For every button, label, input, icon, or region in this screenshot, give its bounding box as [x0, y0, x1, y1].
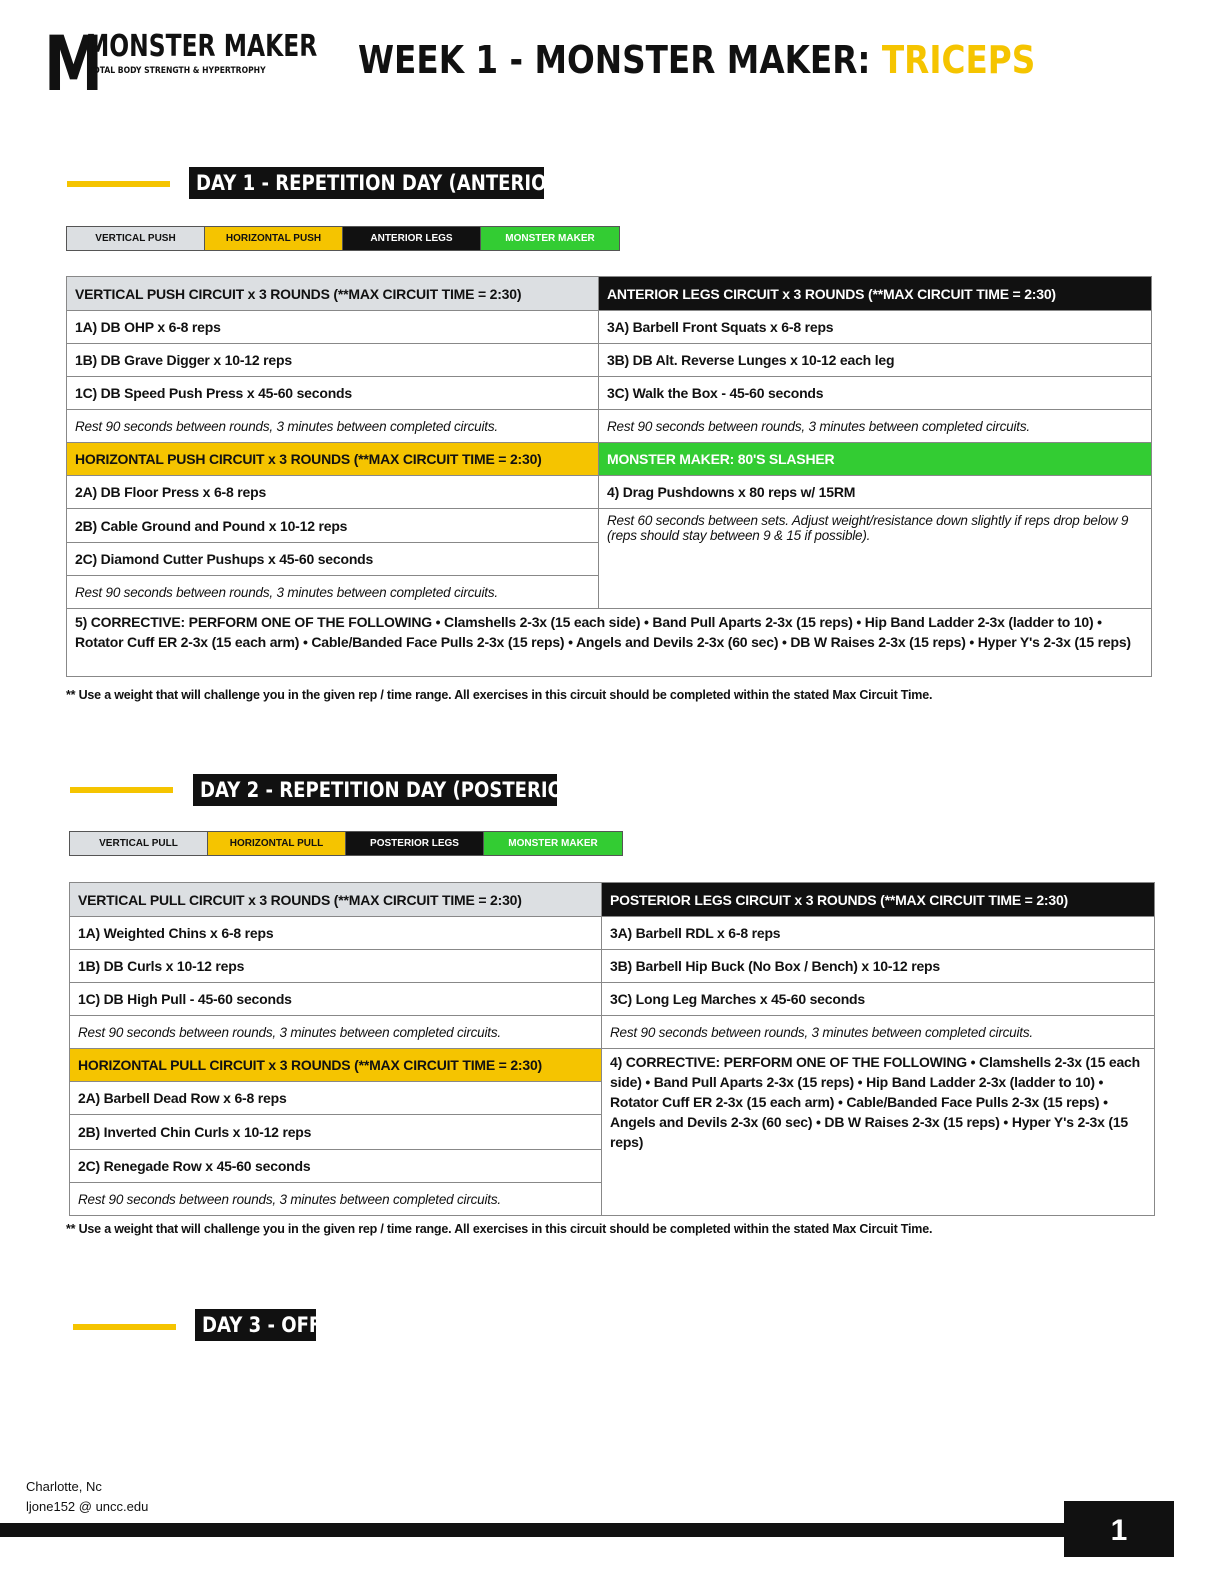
- monster-maker-header: MONSTER MAKER: 80'S SLASHER: [599, 443, 1152, 476]
- rest-note-horizontal-pull: Rest 90 seconds between rounds, 3 minutes between completed circuits.: [70, 1183, 602, 1216]
- legend-horizontal-pull: HORIZONTAL PULL: [208, 832, 346, 855]
- posterior-legs-circuit-header: POSTERIOR LEGS CIRCUIT x 3 ROUNDS (**MAX CIRCUIT TIME = 2:30): [602, 883, 1155, 917]
- legend-posterior-legs: POSTERIOR LEGS: [346, 832, 484, 855]
- day2-workout-table: [69, 882, 1155, 1216]
- footer-bar: [0, 1523, 1150, 1537]
- rest-note-vertical-pull: Rest 90 seconds between rounds, 3 minutes between completed circuits.: [70, 1016, 602, 1049]
- exercise-1c: 1C) DB High Pull - 45-60 seconds: [70, 983, 602, 1016]
- horizontal-pull-circuit-header: HORIZONTAL PULL CIRCUIT x 3 ROUNDS (**MAX CIRCUIT TIME = 2:30): [70, 1049, 602, 1082]
- rest-note-monster-maker: Rest 60 seconds between sets. Adjust weight/resistance down slightly if reps drop below 9 (reps should stay between 9 & 15 if possible).: [599, 509, 1152, 609]
- monster-maker-logo: [44, 19, 318, 108]
- exercise-3b: 3B) DB Alt. Reverse Lunges x 10-12 each leg: [599, 344, 1152, 377]
- legend-anterior-legs: ANTERIOR LEGS: [343, 227, 481, 250]
- day1-workout-table: [66, 276, 1152, 677]
- exercise-2a: 2A) Barbell Dead Row x 6-8 reps: [70, 1082, 602, 1115]
- day2-legend: [69, 831, 623, 856]
- day1-title: DAY 1 - REPETITION DAY (ANTERIOR): [189, 167, 544, 199]
- rest-note-posterior-legs: Rest 90 seconds between rounds, 3 minutes between completed circuits.: [602, 1016, 1155, 1049]
- exercise-2b: 2B) Inverted Chin Curls x 10-12 reps: [70, 1115, 602, 1150]
- exercise-1a: 1A) Weighted Chins x 6-8 reps: [70, 917, 602, 950]
- logo-title: MONSTER MAKER: [86, 29, 318, 64]
- exercise-4: 4) Drag Pushdowns x 80 reps w/ 15RM: [599, 476, 1152, 509]
- day3-accent-bar: [73, 1324, 176, 1330]
- exercise-2c: 2C) Diamond Cutter Pushups x 45-60 seconds: [67, 543, 599, 576]
- page-title-accent: TRICEPS: [881, 38, 1036, 82]
- page-title: [358, 38, 1035, 82]
- footer-contact: [26, 1477, 148, 1517]
- horizontal-push-circuit-header: HORIZONTAL PUSH CIRCUIT x 3 ROUNDS (**MAX CIRCUIT TIME = 2:30): [67, 443, 599, 476]
- page-title-main: WEEK 1 - MONSTER MAKER:: [358, 38, 882, 82]
- exercise-1c: 1C) DB Speed Push Press x 45-60 seconds: [67, 377, 599, 410]
- exercise-3a: 3A) Barbell RDL x 6-8 reps: [602, 917, 1155, 950]
- logo-subtitle: TOTAL BODY STRENGTH & HYPERTROPHY: [88, 66, 266, 76]
- exercise-3a: 3A) Barbell Front Squats x 6-8 reps: [599, 311, 1152, 344]
- legend-monster-maker: MONSTER MAKER: [484, 832, 622, 855]
- day1-accent-bar: [67, 181, 170, 187]
- day1-legend: [66, 226, 620, 251]
- page-number: 1: [1064, 1501, 1174, 1557]
- day2-corrective: 4) CORRECTIVE: PERFORM ONE OF THE FOLLOWING • Clamshells 2-3x (15 each side) • Band Pull Aparts 2-3x (15 reps) • Hip Band Ladder 2-3x (ladder to 10) • Rotator Cuff ER 2-3x (15 each arm) • Cable/Banded Face Pulls 2-3x (15 reps) • Angels and Devils 2-3x (60 sec) • DB W Raises 2-3x (15 reps) • Hyper Y's 2-3x (15 reps): [602, 1049, 1155, 1216]
- exercise-3c: 3C) Walk the Box - 45-60 seconds: [599, 377, 1152, 410]
- exercise-1a: 1A) DB OHP x 6-8 reps: [67, 311, 599, 344]
- rest-note-horizontal-push: Rest 90 seconds between rounds, 3 minutes between completed circuits.: [67, 576, 599, 609]
- rest-note-vertical-push: Rest 90 seconds between rounds, 3 minutes between completed circuits.: [67, 410, 599, 443]
- exercise-2b: 2B) Cable Ground and Pound x 10-12 reps: [67, 509, 599, 543]
- day2-title: DAY 2 - REPETITION DAY (POSTERIOR): [193, 774, 557, 806]
- day1-corrective: 5) CORRECTIVE: PERFORM ONE OF THE FOLLOWING • Clamshells 2-3x (15 each side) • Band Pull Aparts 2-3x (15 reps) • Hip Band Ladder 2-3x (ladder to 10) • Rotator Cuff ER 2-3x (15 each arm) • Cable/Banded Face Pulls 2-3x (15 reps) • Angels and Devils 2-3x (60 sec) • DB W Raises 2-3x (15 reps) • Hyper Y's 2-3x (15 reps): [67, 609, 1152, 677]
- exercise-1b: 1B) DB Grave Digger x 10-12 reps: [67, 344, 599, 377]
- day2-footnote: ** Use a weight that will challenge you in the given rep / time range. All exercises in this circuit should be completed within the stated Max Circuit Time.: [66, 1222, 933, 1236]
- exercise-2a: 2A) DB Floor Press x 6-8 reps: [67, 476, 599, 509]
- exercise-2c: 2C) Renegade Row x 45-60 seconds: [70, 1150, 602, 1183]
- day2-accent-bar: [70, 787, 173, 793]
- legend-vertical-pull: VERTICAL PULL: [70, 832, 208, 855]
- vertical-push-circuit-header: VERTICAL PUSH CIRCUIT x 3 ROUNDS (**MAX CIRCUIT TIME = 2:30): [67, 277, 599, 311]
- logo-m-glyph: M: [44, 19, 102, 108]
- exercise-3c: 3C) Long Leg Marches x 45-60 seconds: [602, 983, 1155, 1016]
- footer-email: ljone152 @ uncc.edu: [26, 1499, 149, 1514]
- rest-note-anterior-legs: Rest 90 seconds between rounds, 3 minutes between completed circuits.: [599, 410, 1152, 443]
- exercise-3b: 3B) Barbell Hip Buck (No Box / Bench) x 10-12 reps: [602, 950, 1155, 983]
- day3-title: DAY 3 - OFF: [195, 1309, 316, 1341]
- footer-location: Charlotte, Nc: [26, 1479, 102, 1494]
- legend-vertical-push: VERTICAL PUSH: [67, 227, 205, 250]
- legend-monster-maker: MONSTER MAKER: [481, 227, 619, 250]
- exercise-1b: 1B) DB Curls x 10-12 reps: [70, 950, 602, 983]
- legend-horizontal-push: HORIZONTAL PUSH: [205, 227, 343, 250]
- day1-footnote: ** Use a weight that will challenge you in the given rep / time range. All exercises in this circuit should be completed within the stated Max Circuit Time.: [66, 688, 933, 702]
- anterior-legs-circuit-header: ANTERIOR LEGS CIRCUIT x 3 ROUNDS (**MAX CIRCUIT TIME = 2:30): [599, 277, 1152, 311]
- vertical-pull-circuit-header: VERTICAL PULL CIRCUIT x 3 ROUNDS (**MAX CIRCUIT TIME = 2:30): [70, 883, 602, 917]
